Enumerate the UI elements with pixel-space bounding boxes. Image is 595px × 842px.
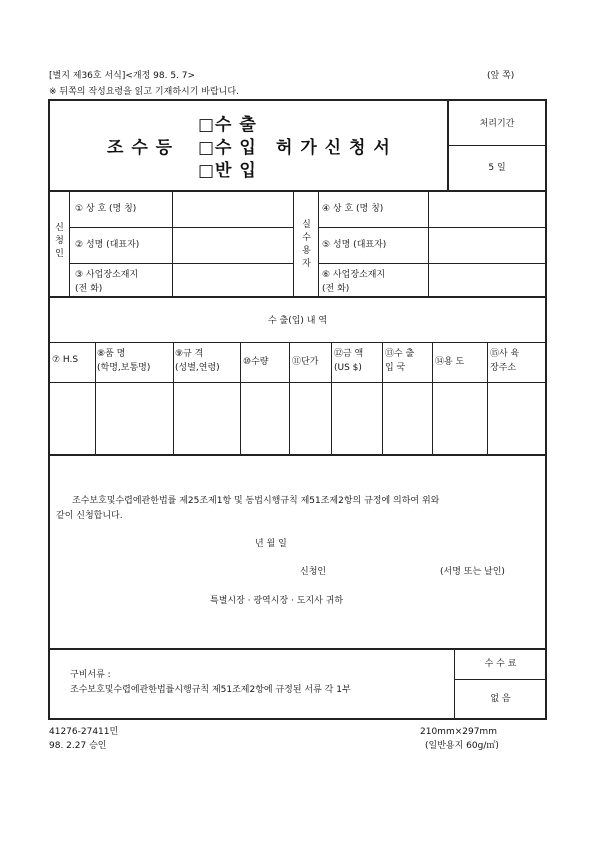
user-phone-label: (전 화) (322, 284, 350, 294)
user-address-label: ⑥ 사업장소재지 (322, 270, 386, 280)
instruction-note: ※ 뒤쪽의 작성요령을 읽고 기재하시기 바랍니다. (49, 87, 239, 97)
paper-type: (일반용지 60g/㎡) (425, 741, 499, 751)
column-header-breeding: ⑮사 육 (490, 349, 520, 359)
applicant-row-divider-1 (70, 227, 293, 228)
paper-size: 210mm×297mm (420, 727, 497, 737)
column-header-country-sub: 입 국 (385, 363, 406, 373)
fee-value: 없 음 (490, 694, 511, 704)
applicant-address-label: ③ 사업장소재지 (75, 270, 139, 280)
application-date: 년 월 일 (255, 539, 287, 549)
title-option-export: □수 출 (198, 115, 257, 135)
section-divider (293, 191, 294, 297)
title-prefix: 조 수 등 (107, 138, 174, 158)
processing-period-label: 처리기간 (479, 119, 515, 129)
applicant-signature-label: 신청인 (300, 567, 327, 577)
page-side-label: (앞 쪽) (487, 71, 515, 81)
parties-bottom-rule (49, 296, 546, 298)
title-option-bringin: □반 입 (198, 161, 257, 181)
statement-bottom-rule (49, 648, 546, 650)
details-col-divider (487, 343, 488, 454)
user-side-divider (318, 191, 319, 297)
column-header-amount-sub: (US $) (334, 363, 362, 373)
details-col-divider (173, 343, 174, 454)
details-bottom-rule (49, 454, 546, 456)
applicant-name-label: ② 성명 (대표자) (75, 240, 140, 250)
details-col-divider (240, 343, 241, 454)
statement-line-2: 같이 신청합니다. (56, 511, 123, 521)
details-col-divider (289, 343, 290, 454)
details-col-divider (432, 343, 433, 454)
fee-label: 수 수 료 (484, 659, 517, 669)
column-header-hs: ⑦ H.S (52, 355, 79, 365)
applicant-value-divider (172, 191, 173, 297)
title-suffix: 허 가 신 청 서 (276, 138, 391, 158)
form-number: [별지 제36호 서식]<개정 98. 5. 7> (49, 71, 196, 81)
column-header-purpose: ⑭용 도 (435, 357, 465, 367)
details-col-divider (95, 343, 96, 454)
column-header-quantity: ⑩수량 (243, 357, 269, 367)
fee-row-divider (455, 679, 546, 680)
user-trade-name-label: ④ 상 호 (명 칭) (322, 204, 384, 214)
statement-line-1: 조수보호및수렵에관한법률 제25조제1항 및 동법시행규칙 제51조제2항의 규정에 의하여 위와 (72, 496, 440, 506)
title-bottom-rule (49, 190, 546, 192)
details-title: 수 출(입) 내 역 (267, 316, 328, 326)
details-header-bottom-rule (49, 382, 546, 383)
column-header-breeding-sub: 장주소 (490, 363, 517, 373)
user-name-label: ⑤ 성명 (대표자) (322, 240, 387, 250)
user-row-divider-1 (319, 227, 546, 228)
user-side-label: 실 수 용 자 (302, 220, 311, 269)
addressee: 특별시장 · 광역시장 · 도지사 귀하 (210, 596, 344, 606)
column-header-amount: ⑫금 액 (334, 349, 364, 359)
column-header-item: ⑧품 명 (97, 349, 126, 359)
details-header-top-rule (49, 342, 546, 343)
column-header-item-sub: (학명,보통명) (97, 363, 151, 373)
form-frame (48, 99, 547, 720)
user-row-divider-2 (319, 263, 546, 264)
processing-period-value: 5 일 (488, 163, 506, 173)
required-documents-label: 구비서류 : (70, 670, 111, 680)
signature-instruction: (서명 또는 날인) (440, 567, 505, 577)
required-documents-text: 조수보호및수렵에관한법률시행규칙 제51조제2항에 규정된 서류 각 1부 (70, 685, 351, 695)
title-option-import: □수 입 (198, 138, 257, 158)
processing-divider (448, 145, 546, 146)
details-col-divider (382, 343, 383, 454)
applicant-trade-name-label: ① 상 호 (명 칭) (75, 204, 137, 214)
applicant-side-label: 신 청 인 (55, 223, 64, 259)
form-code: 41276-27411민 (49, 727, 119, 737)
applicant-row-divider-2 (70, 263, 293, 264)
column-header-spec-sub: (성별,연령) (175, 363, 220, 373)
applicant-phone-label: (전 화) (75, 284, 103, 294)
approval-date: 98. 2.27 승인 (49, 741, 107, 751)
column-header-country: ⑬수 출 (385, 349, 415, 359)
applicant-side-divider (69, 191, 70, 297)
column-header-unit-price: ⑪단가 (292, 357, 319, 367)
column-header-spec: ⑨규 격 (175, 349, 204, 359)
details-col-divider (331, 343, 332, 454)
user-value-divider (428, 191, 429, 297)
